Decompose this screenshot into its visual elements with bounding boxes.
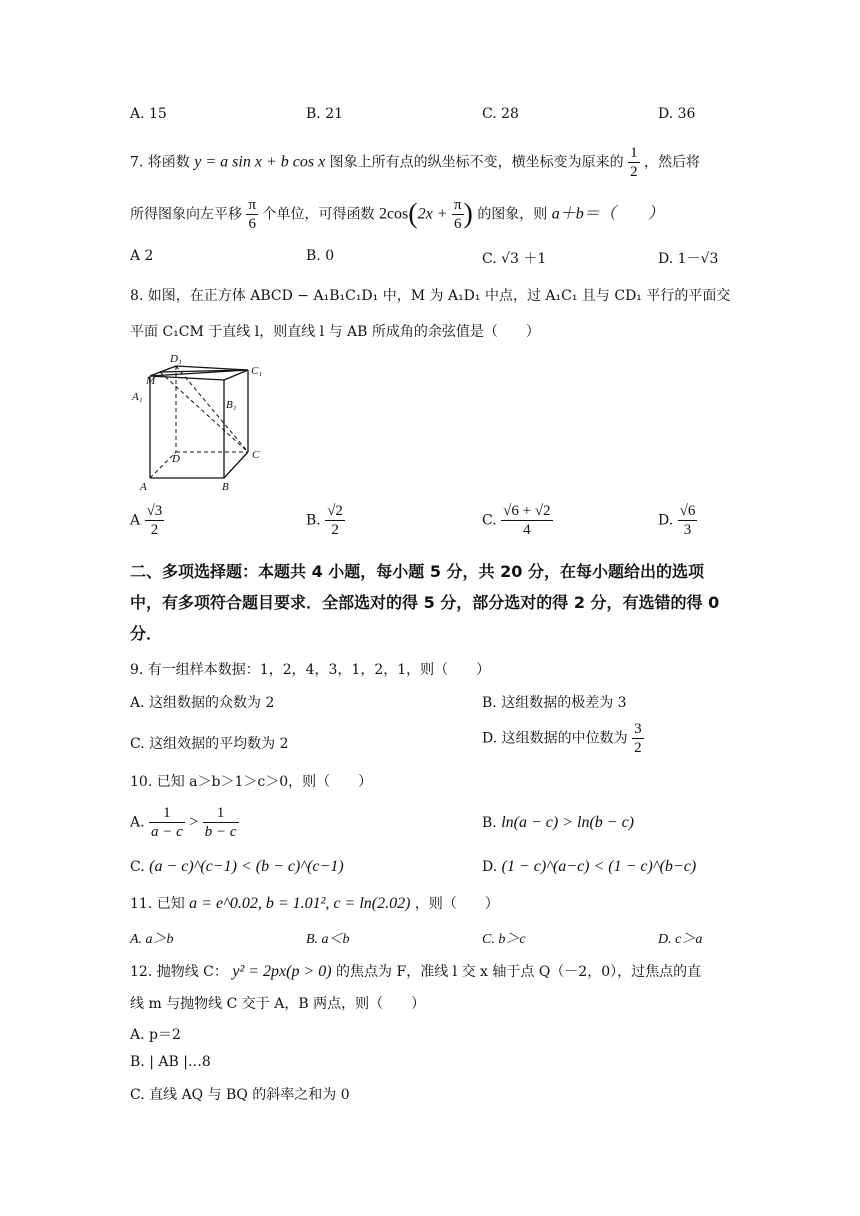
- label-d: D: [172, 453, 180, 465]
- q10-stem: 10. 已知 a＞b＞1＞c＞0，则（ ）: [130, 774, 373, 790]
- q7-line2: 所得图象向左平移 $\frac{\pi}{6}$ 个单位，可得函数 2cos(2x + $\frac{\pi}{6}$ ) 的图象，则 a＋b＝（ ）: [130, 197, 664, 232]
- q7-option-b: B. 0: [306, 248, 335, 264]
- q7-text: 图象上所有点的纵坐标不变，横坐标变为原来的: [329, 154, 624, 171]
- q10-option-c: C. (a − c)^(c−1) < (b − c)^(c−1): [130, 858, 344, 875]
- q11-stem: 11. 已知 a = e^0.02, b = 1.01², c = ln(2.02) ，则（ ）: [130, 895, 499, 912]
- q7-fraction-half: $\frac{1}{2}$: [630, 145, 638, 180]
- q8-line1: 8. 如图，在正方体 ABCD − A₁B₁C₁D₁ 中，M 为 A₁D₁ 中点，过 A₁C₁ 且与 CD₁ 平行的平面交: [130, 288, 731, 304]
- q9-option-c: C. 这组效据的平均数为 2: [130, 736, 289, 752]
- q8-option-d: D. $\frac{√6}{3}$: [658, 503, 696, 538]
- q7-target-func: 2cos: [378, 205, 409, 223]
- q9-option-d: D. 这组数据的中位数为 $\frac{3}{2}$: [482, 721, 642, 756]
- label-b1: B₁: [226, 399, 237, 411]
- q6-option-d: D. 36: [658, 106, 696, 122]
- q10-option-a: A. $\frac{1}{a - c}$ > $\frac{1}{b - c}$: [130, 805, 237, 840]
- label-a: A: [140, 481, 147, 492]
- label-d1: D₁: [170, 353, 182, 365]
- q8-line2: 平面 C₁CM 于直线 l，则直线 l 与 AB 所成角的余弦值是（ ）: [130, 324, 540, 340]
- q9-stem: 9. 有一组样本数据：1，2，4，3，1，2，1，则（ ）: [130, 662, 491, 678]
- q6-option-a: A. 15: [130, 106, 167, 122]
- cube-figure: [130, 352, 280, 492]
- q12-option-c: C. 直线 AQ 与 BQ 的斜率之和为 0: [130, 1087, 350, 1103]
- label-c1: C₁: [251, 365, 263, 377]
- q12-line1: 12. 抛物线 C： y² = 2px(p > 0) 的焦点为 F，准线 l 交 x 轴于点 Q（－2，0），过焦点的直: [130, 963, 702, 980]
- q10-option-d: D. (1 − c)^(a−c) < (1 − c)^(b−c): [482, 858, 697, 875]
- section-heading-multi-choice: 二、多项选择题：本题共 4 小题，每小题 5 分，共 20 分，在每小题给出的选项中，有多项符合题目要求．全部选对的得 5 分，部分选对的得 2 分，有选错的得 0 分．: [130, 562, 720, 643]
- q7-number: 7. 将函数: [130, 154, 190, 171]
- q7-option-c: C. √3 ＋1: [482, 251, 547, 267]
- q6-option-c: C. 28: [482, 106, 519, 122]
- q8-option-b: B. $\frac{√2}{2}$: [306, 503, 343, 538]
- q9-option-a: A. 这组数据的众数为 2: [130, 695, 275, 711]
- label-c: C: [252, 449, 260, 461]
- q8-option-a: A $\frac{√3}{2}$: [130, 503, 163, 538]
- q11-option-c: C. b＞c: [482, 932, 526, 947]
- q12-line2: 线 m 与抛物线 C 交于 A，B 两点，则（ ）: [130, 996, 426, 1012]
- label-m: M: [146, 375, 156, 387]
- q11-option-a: A. a＞b: [130, 932, 174, 947]
- q6-option-b: B. 21: [306, 106, 344, 122]
- q10-option-b: B. ln(a − c) > ln(b − c): [482, 814, 634, 831]
- q11-option-d: D. c＞a: [658, 932, 703, 947]
- q9-option-b: B. 这组数据的极差为 3: [482, 695, 627, 711]
- q7-option-a: A 2: [130, 248, 154, 264]
- q12-option-a: A. p＝2: [130, 1027, 181, 1043]
- label-a1: A₁: [132, 391, 143, 403]
- label-b: B: [222, 481, 229, 492]
- q12-option-b: B. | AB |…8: [130, 1054, 211, 1070]
- q8-option-c: C. $\frac{√6 + √2}{4}$: [482, 503, 551, 538]
- q7-line1: 7. 将函数 y = a sin x + b cos x 图象上所有点的纵坐标不变，横坐标变为原来的 $\frac{1}{2}$ ，然后将: [130, 145, 701, 180]
- q7-function: y = a sin x + b cos x: [194, 153, 326, 171]
- q11-option-b: B. a＜b: [306, 932, 350, 947]
- q7-option-d: D. 1－√3: [658, 251, 719, 267]
- q7-fraction-pi6: $\frac{\pi}{6}$: [248, 197, 257, 232]
